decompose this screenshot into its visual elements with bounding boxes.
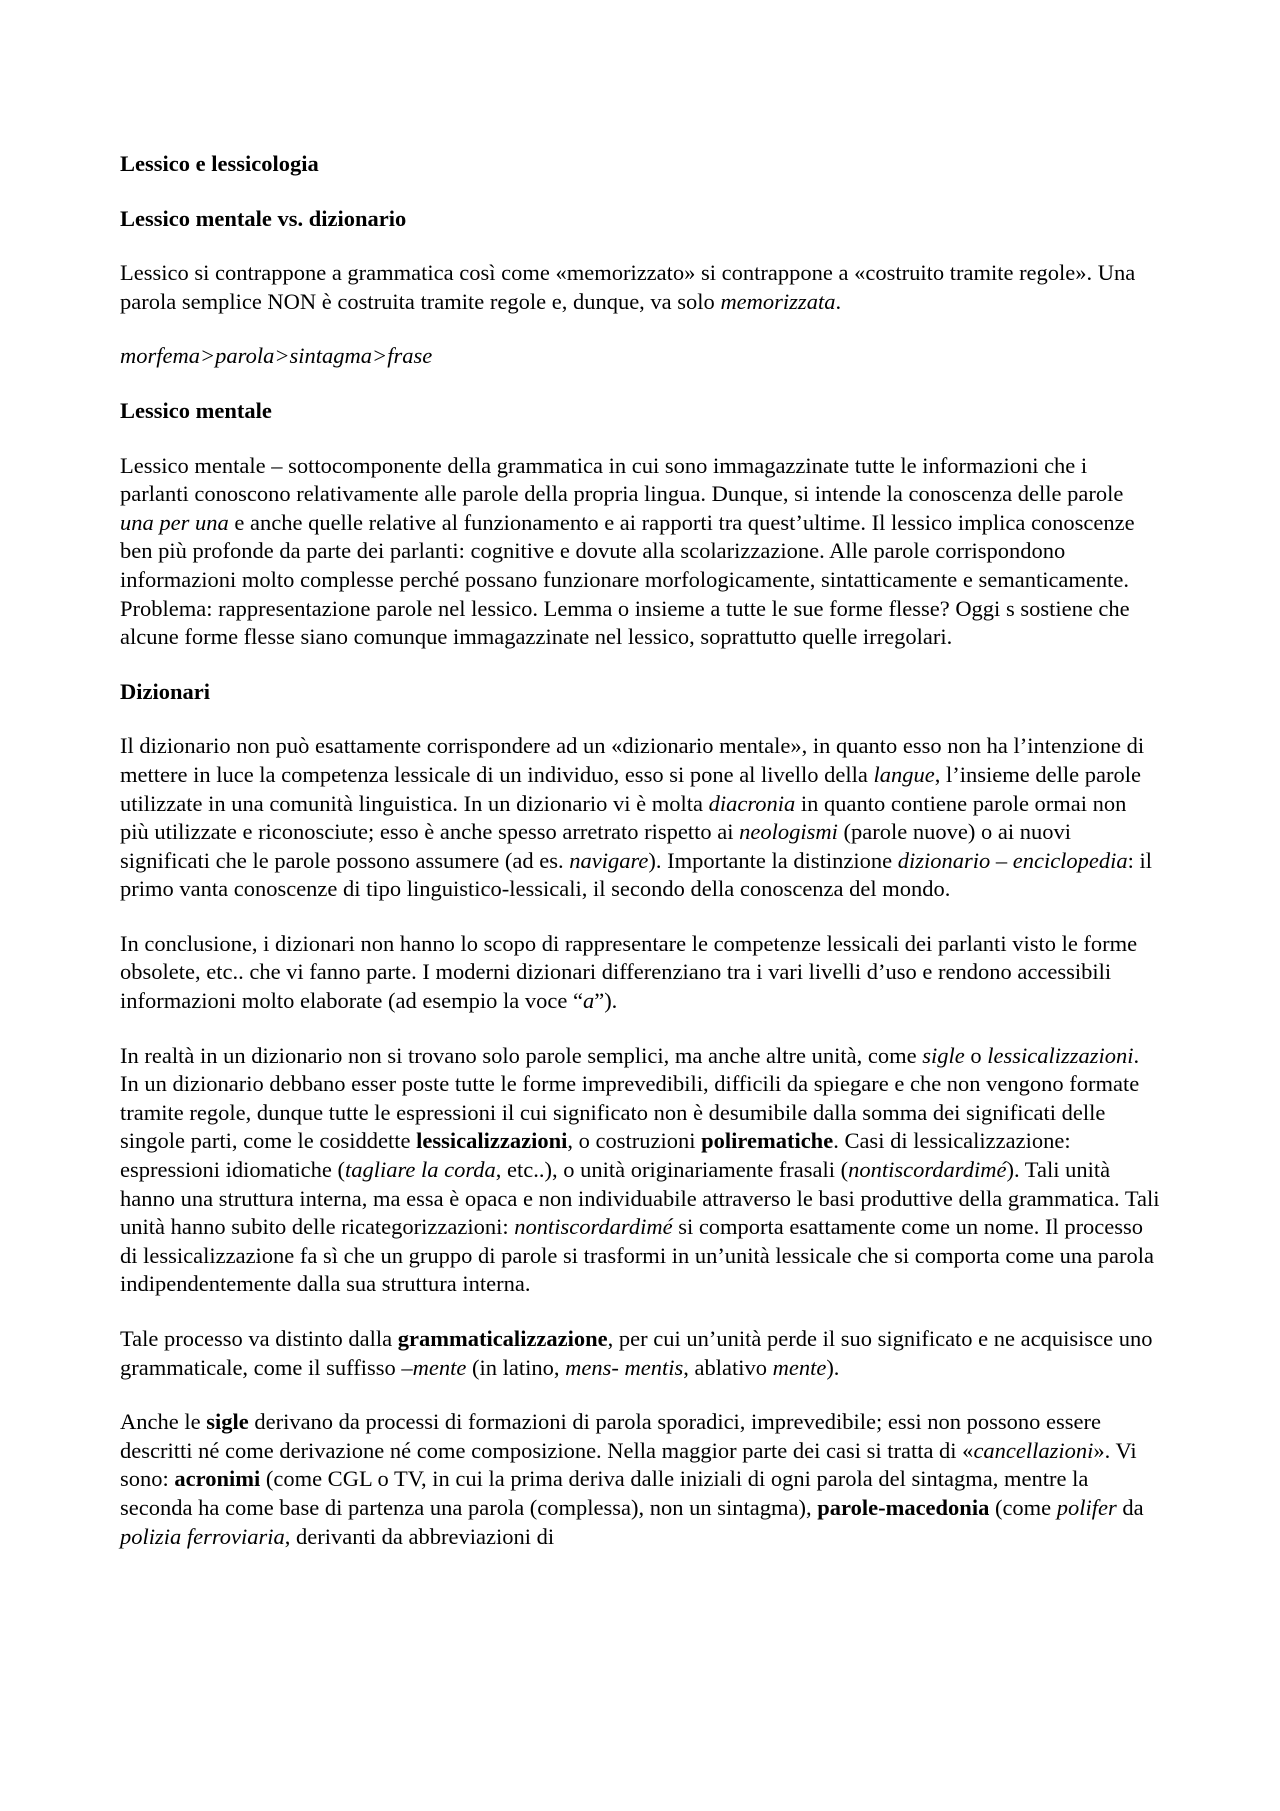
document-title: Lessico e lessicologia bbox=[120, 151, 319, 176]
paragraph: Lessico mentale – sottocomponente della grammatica in cui sono immagazzinate tutte le informazioni che i parlanti conoscono relativamente alle parole della propria lingua. Dunque, si intende la conoscenza delle parole una per una e anche quelle relative al funzionamento e ai rapporti tra quest’ultime. Il lessico implica conoscenze ben più profonde da parte dei parlanti: cognitive e dovute alla scolarizzazione. Alle parole corrispondono informazioni molto complesse perché possano funzionare morfologicamente, sintatticamente e semanticamente. bbox=[120, 452, 1135, 592]
paragraph: Anche le sigle derivano da processi di formazioni di parola sporadici, imprevedibile; essi non possono essere descritti né come derivazione né come composizione. Nella maggior parte dei casi si tratta di «cancellazioni». Vi sono: acronimi (come CGL o TV, in cui la prima deriva dalle iniziali di ogni parola del sintagma, mentre la seconda ha come base di partenza una parola (complessa), non un sintagma), parole-macedonia (come polifer da polizia ferroviaria, derivanti da abbreviazioni di bbox=[120, 1409, 1144, 1549]
paragraph: Il dizionario non può esattamente corrispondere ad un «dizionario mentale», in quanto esso non ha l’intenzione di mettere in luce la competenza lessicale di un individuo, esso si pone al livello della langue, l’insieme delle parole utilizzate in una comunità linguistica. In un dizionario vi è molta diacronia in quanto contiene parole ormai non più utilizzate e riconosciute; esso è anche spesso arretrato rispetto ai neologismi (parole nuove) o ai nuovi significati che le parole possono assumere (ad es. navigare). Importante la distinzione dizionario – enciclopedia: il primo vanta conoscenze di tipo linguistico-lessicali, il secondo della conoscenza del mondo. bbox=[120, 733, 1153, 902]
formula-line: morfema>parola>sintagma>frase bbox=[120, 343, 433, 369]
paragraph: Problema: rappresentazione parole nel lessico. Lemma o insieme a tutte le sue forme flesse? Oggi s sostiene che alcune forme flesse siano comunque immagazzinate nel lessico, soprattutto quelle irregolari. bbox=[120, 595, 1130, 650]
paragraph: Lessico si contrappone a grammatica così come «memorizzato» si contrappone a «costruito tramite regole». Una parola semplice NON è costruita tramite regole e, dunque, va solo memorizzata. bbox=[120, 260, 1136, 314]
paragraph: In conclusione, i dizionari non hanno lo scopo di rappresentare le competenze lessicali dei parlanti visto le forme obsolete, etc.. che vi fanno parte. I moderni dizionari differenziano tra i vari livelli d’uso e rendono accessibili informazioni molto elaborate (ad esempio la voce “a”). bbox=[120, 930, 1138, 1014]
section-heading-lessico-mentale: Lessico mentale bbox=[120, 397, 272, 423]
paragraph: Tale processo va distinto dalla grammaticalizzazione, per cui un’unità perde il suo significato e ne acquisisce uno grammaticale, come il suffisso –mente (in latino, mens- mentis, ablativo mente). bbox=[120, 1326, 1153, 1380]
paragraph: In realtà in un dizionario non si trovano solo parole semplici, ma anche altre unità, come sigle o lessicalizzazioni. In un dizionario debbano esser poste tutte le forme imprevedibili, difficili da spiegare e che non vengono formate tramite regole, dunque tutte le espressioni il cui significato non è desumibile dalla somma dei significati delle singole parti, come le cosiddette lessicalizzazioni, o costruzioni polirematiche. Casi di lessicalizzazione: espressioni idiomatiche (tagliare la corda, etc..), o unità originariamente frasali (nontiscordardimé). Tali unità hanno una struttura interna, ma essa è opaca e non individuabile attraverso le basi produttive della grammatica. Tali unità hanno subito delle ricategorizzazioni: nontiscordardimé si comporta esattamente come un nome. Il processo di lessicalizzazione fa sì che un gruppo di parole si trasformi in un’unità lessicale che si comporta come una parola indipendentemente dalla sua struttura interna. bbox=[120, 1042, 1160, 1297]
document-body bbox=[120, 150, 1160, 1577]
section-heading-lessico-vs-dizionario: Lessico mentale vs. dizionario bbox=[120, 205, 407, 231]
section-heading-dizionari: Dizionari bbox=[120, 678, 210, 704]
